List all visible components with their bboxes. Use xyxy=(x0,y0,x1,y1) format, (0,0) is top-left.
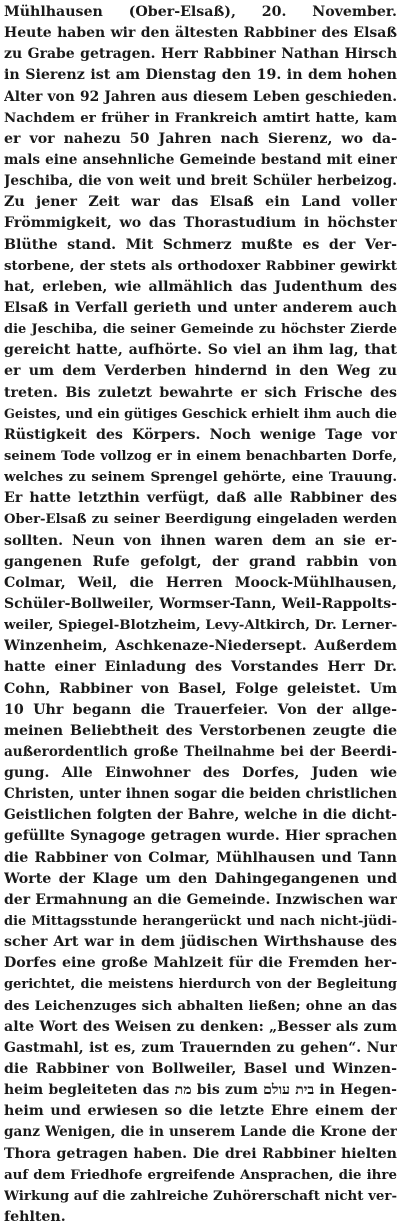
article-text-line: gefüllte Synagoge getragen wurde. Hier sprachen xyxy=(4,828,397,845)
article-text-line: des Leichenzuges sich abhalten ließen; ohne an das xyxy=(4,997,397,1014)
article-text-line: storbene, der stets als orthodoxer Rabbiner gewirkt xyxy=(4,257,397,274)
article-text-line: Blüthe stand. Mit Schmerz mußte es der Ver- xyxy=(4,236,397,253)
article-text-line: heim begleiteten das מת bis zum בית עולם in Hegen- xyxy=(4,1082,397,1099)
article-text-line: Jeschiba, die von weit und breit Schüler herbeizog. xyxy=(4,173,397,190)
article-text-line: ganz Wenigen, die in unserem Lande die Krone der xyxy=(4,1124,397,1141)
article-text-line: der Ermahnung an die Gemeinde. Inzwischen war xyxy=(4,891,397,908)
article-text-line: fehlten. xyxy=(4,1209,66,1226)
article-text-line: Alter von 92 Jahren aus diesem Leben geschieden. xyxy=(4,88,397,105)
article-text-line: Er hatte letzthin verfügt, daß alle Rabbiner des xyxy=(4,490,397,507)
article-column xyxy=(4,2,397,1228)
article-text-line: gung. Alle Einwohner des Dorfes, Juden wie xyxy=(4,765,397,782)
article-text-line: scher Art war in dem jüdischen Wirthshause des xyxy=(4,934,397,951)
article-text-line: er um dem Verderben hindernd in den Weg zu xyxy=(4,363,397,380)
article-text-line: 10 Uhr begann die Trauerfeier. Von der allge- xyxy=(4,701,397,718)
article-text-line: Christen, unter ihnen sogar die beiden christlichen xyxy=(4,786,397,803)
article-text-line: Geistlichen folgten der Bahre, welche in die dicht- xyxy=(4,807,397,824)
article-text-line: Schüler-Bollweiler, Wormser-Tann, Weil-Rappolts- xyxy=(4,595,397,612)
article-headline: Mühlhausen (Ober-Elsaß), 20. November. xyxy=(4,4,397,20)
article-text-line: sollten. Neun von ihnen waren dem an sie er- xyxy=(4,532,397,549)
article-text-line: Thora getragen haben. Die drei Rabbiner hielten xyxy=(4,1145,397,1162)
article-text-line: Dorfes eine große Mahlzeit für die Fremden her- xyxy=(4,955,397,972)
article-text-line: mals eine ansehnliche Gemeinde bestand mit einer xyxy=(4,151,397,168)
article-text-line: hatte einer Einladung des Vorstandes Herr Dr. xyxy=(4,659,397,676)
article-text-line: Zu jener Zeit war das Elsaß ein Land voller xyxy=(4,194,397,211)
article-text-line: treten. Bis zuletzt bewahrte er sich Frische des xyxy=(4,384,397,401)
article-text-line: gereicht hatte, aufhörte. So viel an ihm lag, that xyxy=(4,342,397,359)
article-text-line: hat, erleben, wie allmählich das Judenthum des xyxy=(4,278,397,295)
article-text-line: Colmar, Weil, die Herren Moock-Mühlhausen, xyxy=(4,574,397,591)
article-text-line: Wirkung auf die zahlreiche Zuhörerschaft nicht ver- xyxy=(4,1187,397,1204)
article-text-line: gangenen Rufe gefolgt, der grand rabbin von xyxy=(4,553,397,570)
article-text-line: Geistes, und ein gütiges Geschick erhielt ihm auch die xyxy=(4,406,397,422)
article-text-line: welches zu seinem Sprengel gehörte, eine Trauung. xyxy=(4,469,397,486)
article-text-line: Ober-Elsaß zu seiner Beerdigung eingeladen werden xyxy=(4,512,397,528)
article-text-line: die Rabbiner von Bollweiler, Basel und Winzen- xyxy=(4,1061,397,1078)
article-text-line: heim und erwiesen so die letzte Ehre einem der xyxy=(4,1103,397,1120)
article-text-line: weiler, Spiegel-Blotzheim, Levy-Altkirch, Dr. Lerner- xyxy=(4,617,397,634)
article-text-line: Gastmahl, ist es, zum Trauernden zu gehen“. Nur xyxy=(4,1039,397,1056)
article-text-line: auf dem Friedhofe ergreifende Ansprachen, die ihre xyxy=(4,1166,397,1183)
article-text-line: gerichtet, die meistens hierdurch von der Begleitung xyxy=(4,977,397,993)
article-text-line: alte Wort des Weisen zu denken: „Besser als zum xyxy=(4,1018,397,1035)
article-text-line: Cohn, Rabbiner von Basel, Folge geleistet. Um xyxy=(4,680,397,697)
article-text-line: Rüstigkeit des Körpers. Noch wenige Tage vor xyxy=(4,426,397,443)
article-text-line: die Mittagsstunde herangerückt und nach nicht-jüdi- xyxy=(4,914,397,930)
article-text-line: Nachdem er früher in Frankreich amtirt hatte, kam xyxy=(4,109,397,126)
article-text-line: seinem Tode vollzog er in einem benachbarten Dorfe, xyxy=(4,448,397,464)
article-text-line: er vor nahezu 50 Jahren nach Sierenz, wo da- xyxy=(4,130,397,147)
article-text-line: außerordentlich große Theilnahme bei der Beerdi- xyxy=(4,743,397,760)
article-text-line: Worte der Klage um den Dahingegangenen und xyxy=(4,870,397,887)
article-text-line: Elsaß in Verfall gerieth und unter anderem auch xyxy=(4,299,397,316)
article-text-line: Frömmigkeit, wo das Thorastudium in höchster xyxy=(4,215,397,232)
article-text-line: die Jeschiba, die seiner Gemeinde zu höchster Zierde xyxy=(4,322,397,338)
article-text-line: in Sierenz ist am Dienstag den 19. in dem hohen xyxy=(4,67,397,84)
article-text-line: meinen Beliebtheit des Verstorbenen zeugte die xyxy=(4,722,397,739)
article-text-line: Heute haben wir den ältesten Rabbiner des Elsaß xyxy=(4,25,397,42)
article-text-line: Winzenheim, Aschkenaze-Niedersept. Außerdem xyxy=(4,638,397,655)
article-text-line: die Rabbiner von Colmar, Mühlhausen und Tann xyxy=(4,849,397,866)
article-text-line: zu Grabe getragen. Herr Rabbiner Nathan Hirsch xyxy=(4,46,397,63)
